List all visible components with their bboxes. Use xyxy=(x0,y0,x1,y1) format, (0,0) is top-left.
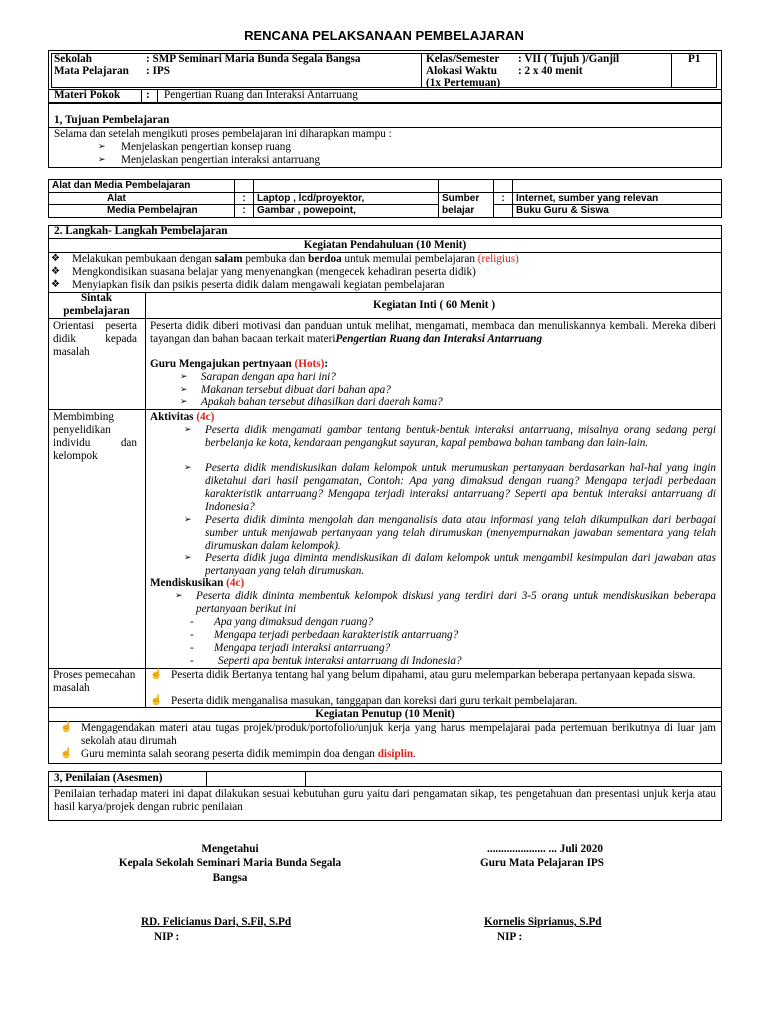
tujuan-item: Menjelaskan pengertian interaksi antarruang xyxy=(121,154,321,166)
arrow-bullet-icon: ➢ xyxy=(98,141,106,151)
pendahuluan-item: Menyiapkan fisik dan psikis peserta didik dalam mengawali kegiatan pembelajaran xyxy=(72,279,445,291)
hots-heading: Guru Mengajukan pertnyaan (Hots): xyxy=(150,358,329,370)
alat-value: Laptop , lcd/proyektor, xyxy=(254,192,439,205)
inti-title: Kegiatan Inti ( 60 Menit ) xyxy=(372,299,496,311)
alat-label: Alat xyxy=(49,192,235,205)
arrow-bullet-icon: ➢ xyxy=(180,384,188,394)
kelas-label: Kelas/Semester xyxy=(426,53,500,65)
arrow-bullet-icon: ➢ xyxy=(184,462,192,472)
guru-title: Guru Mata Pelajaran IPS xyxy=(480,857,604,869)
arrow-bullet-icon: ➢ xyxy=(184,514,192,524)
tujuan-intro: Selama dan setelah mengikuti proses pembelajaran ini diharapkan mampu : xyxy=(54,128,392,140)
mapel-value: : IPS xyxy=(146,65,170,77)
dash-bullet: - xyxy=(190,642,194,654)
arrow-bullet-icon: ➢ xyxy=(180,371,188,381)
tujuan-heading: 1, Tujuan Pembelajaran xyxy=(54,114,170,126)
hand-bullet-icon: ☝ xyxy=(150,695,163,706)
mendiskusikan-heading: Mendiskusikan (4c) xyxy=(150,577,245,589)
mendiskusikan-question: Mengapa terjadi interaksi antarruang? xyxy=(214,642,391,654)
materi-label: Materi Pokok xyxy=(54,89,121,101)
arrow-bullet-icon: ➢ xyxy=(184,552,192,562)
page-title: RENCANA PELAKSANAAN PEMBELAJARAN xyxy=(244,28,524,43)
media-label: Media Pembelajran xyxy=(49,205,235,218)
proses-item: Peserta didik Bertanya tentang hal yang belum dipahami, atau guru melemparkan beberapa pertanyaan kepada siswa. xyxy=(171,669,696,681)
page-code: P1 xyxy=(688,53,701,65)
sumber-value-2: Buku Guru & Siswa xyxy=(513,205,722,218)
diamond-bullet-icon: ❖ xyxy=(51,266,60,277)
kepsek-title: Kepala Sekolah Seminari Maria Bunda Segala xyxy=(118,857,342,869)
colon: : xyxy=(235,192,254,205)
dash-bullet: - xyxy=(190,629,194,641)
sintak-orientasi: Orientasi peserta didik kepada masalah xyxy=(53,320,137,358)
pendahuluan-item: Mengkondisikan suasana belajar yang menyenangkan (mengecek kehadiran peserta didik) xyxy=(72,266,476,278)
alokasi-value: : 2 x 40 menit xyxy=(518,65,583,77)
pertemuan-label: (1x Pertemuan) xyxy=(426,77,501,89)
materi-value: Pengertian Ruang dan Interaksi Antarruang xyxy=(164,89,358,101)
arrow-bullet-icon: ➢ xyxy=(175,590,183,600)
arrow-bullet-icon: ➢ xyxy=(184,424,192,434)
sekolah-label: Sekolah xyxy=(54,53,92,65)
hand-bullet-icon: ☝ xyxy=(150,669,163,680)
hots-question: Makanan tersebut dibuat dari bahan apa? xyxy=(201,384,391,396)
diamond-bullet-icon: ❖ xyxy=(51,253,60,264)
penilaian-heading: 3, Penilaian (Asesmen) xyxy=(54,772,163,784)
hots-question: Sarapan dengan apa hari ini? xyxy=(201,371,336,383)
aktivitas-item: Peserta didik mendiskusikan dalam kelompok untuk merumuskan pertanyaan berdasarkan hal-hal yang ingin diketahui dari hasil pengamatan, Contoh: Apa yang dimaksud dengan ruang? Mengapa terjadi perbedaan karakteristik antarruang? Mengapa terjadi interaksi antarruang? Seperti apa bentuk interaksi antarruang di Indonesia? xyxy=(205,462,716,513)
dash-bullet: - xyxy=(190,616,194,628)
sumber-label-2: belajar xyxy=(442,204,475,216)
media-value: Gambar , powepoint, xyxy=(254,205,439,218)
aktivitas-item: Peserta didik juga diminta mendiskusikan di dalam kelompok untuk mengambil kesimpulan dari jawaban atas pertanyaan yang telah dirumuskan. xyxy=(205,552,716,577)
mendiskusikan-question: Apa yang dimaksud dengan ruang? xyxy=(214,616,374,628)
orientasi-text: Peserta didik diberi motivasi dan panduan untuk melihat, mengamati, membaca dan menuliskannya kembali. Mereka diberi tayangan dan bahan bacaan terkait materiPengertian Ruang dan Interaksi Antarruang xyxy=(150,320,716,345)
arrow-bullet-icon: ➢ xyxy=(180,396,188,406)
aktivitas-heading: Aktivitas (4c) xyxy=(150,411,215,423)
sintak-heading: Sintak pembelajaran xyxy=(63,292,130,317)
langkah-heading: 2. Langkah- Langkah Pembelajaran xyxy=(54,225,228,237)
guru-nip: NIP : xyxy=(497,931,523,943)
proses-item: Peserta didik menganalisa masukan, tanggapan dan koreksi dari guru terkait pembelajaran. xyxy=(171,695,578,707)
mendiskusikan-question: Mengapa terjadi perbedaan karakteristik antarruang? xyxy=(214,629,459,641)
hand-bullet-icon: ☝ xyxy=(60,722,73,733)
hots-question: Apakah bahan tersebut dihasilkan dari daerah kamu? xyxy=(201,396,443,408)
sintak-proses: Proses pemecahan masalah xyxy=(53,669,136,694)
guru-name: Kornelis Siprianus, S.Pd xyxy=(484,916,602,928)
sekolah-value: : SMP Seminari Maria Bunda Segala Bangsa xyxy=(146,53,361,65)
penutup-item: Guru meminta salah seorang peserta didik memimpin doa dengan disiplin. xyxy=(81,748,416,760)
sumber-label-1: Sumber xyxy=(442,192,480,204)
sumber-value-1: Internet, sumber yang relevan xyxy=(513,192,722,205)
mendiskusikan-intro: Peserta didik dininta membentuk kelompok diskusi yang terdiri dari 3-5 orang untuk mendiskusikan beberapa pertanyaan berikut ini xyxy=(196,590,716,615)
penutup-item: Mengagendakan materi atau tugas projek/produk/portofolio/unjuk kerja yang harus mempelajarai pada pertemuan berikutnya di luar jam sekolah atau dirumah xyxy=(81,722,716,747)
dash-bullet: - xyxy=(190,655,194,667)
mendiskusikan-question: Seperti apa bentuk interaksi antarruang di Indonesia? xyxy=(218,655,462,667)
kelas-value: : VII ( Tujuh )/Ganjil xyxy=(518,53,620,65)
arrow-bullet-icon: ➢ xyxy=(98,154,106,164)
aktivitas-item: Peserta didik diminta mengolah dan menganalisis data atau informasi yang telah dikumpulkan dari berbagai sumber untuk menjawab pertanyaan yang telah dirumuskan (menyempurnakan jawaban sementara yang telah dirumuskan dalam kelompok). xyxy=(205,514,716,552)
alat-table xyxy=(48,179,722,218)
kepsek-name: RD. Felicianus Dari, S.Fil, S.Pd xyxy=(141,916,292,928)
colon: : xyxy=(494,192,513,205)
mapel-label: Mata Pelajaran xyxy=(54,65,129,77)
tujuan-item: Menjelaskan pengertian konsep ruang xyxy=(121,141,291,153)
colon: : xyxy=(235,205,254,218)
kepsek-title-2: Bangsa xyxy=(212,872,248,884)
hand-bullet-icon: ☝ xyxy=(60,748,73,759)
kepsek-nip: NIP : xyxy=(154,931,180,943)
sintak-membimbing: Membimbing penyelidikan individu dan kelompok xyxy=(53,411,137,462)
aktivitas-item: Peserta didik mengamati gambar tentang bentuk-bentuk interaksi antarruang, misalnya orang sedang pergi berbelanja ke kota, kendaraan pengangkut sayuran, kapal pembawa bahan tambang dan lain-lain. xyxy=(205,424,716,449)
diamond-bullet-icon: ❖ xyxy=(51,279,60,290)
materi-colon: : xyxy=(146,89,150,101)
signature-date: ..................... ... Juli 2020 xyxy=(487,843,603,855)
alokasi-label: Alokasi Waktu xyxy=(426,65,497,77)
pendahuluan-item: Melakukan pembukaan dengan salam pembuka dan berdoa untuk memulai pembelajaran (religius) xyxy=(72,253,519,265)
alat-heading: Alat dan Media Pembelajaran xyxy=(49,180,235,193)
penutup-title: Kegiatan Penutup (10 Menit) xyxy=(315,708,455,720)
pendahuluan-title: Kegiatan Pendahuluan (10 Menit) xyxy=(303,239,467,251)
mengetahui: Mengetahui xyxy=(201,843,259,855)
penilaian-text: Penilaian terhadap materi ini dapat dilakukan sesuai kebutuhan guru yaitu dari pengamatan sikap, tes pengetahuan dan presentasi unjuk kerja atau hasil karya/projek dengan rubric penilaian xyxy=(54,788,716,813)
